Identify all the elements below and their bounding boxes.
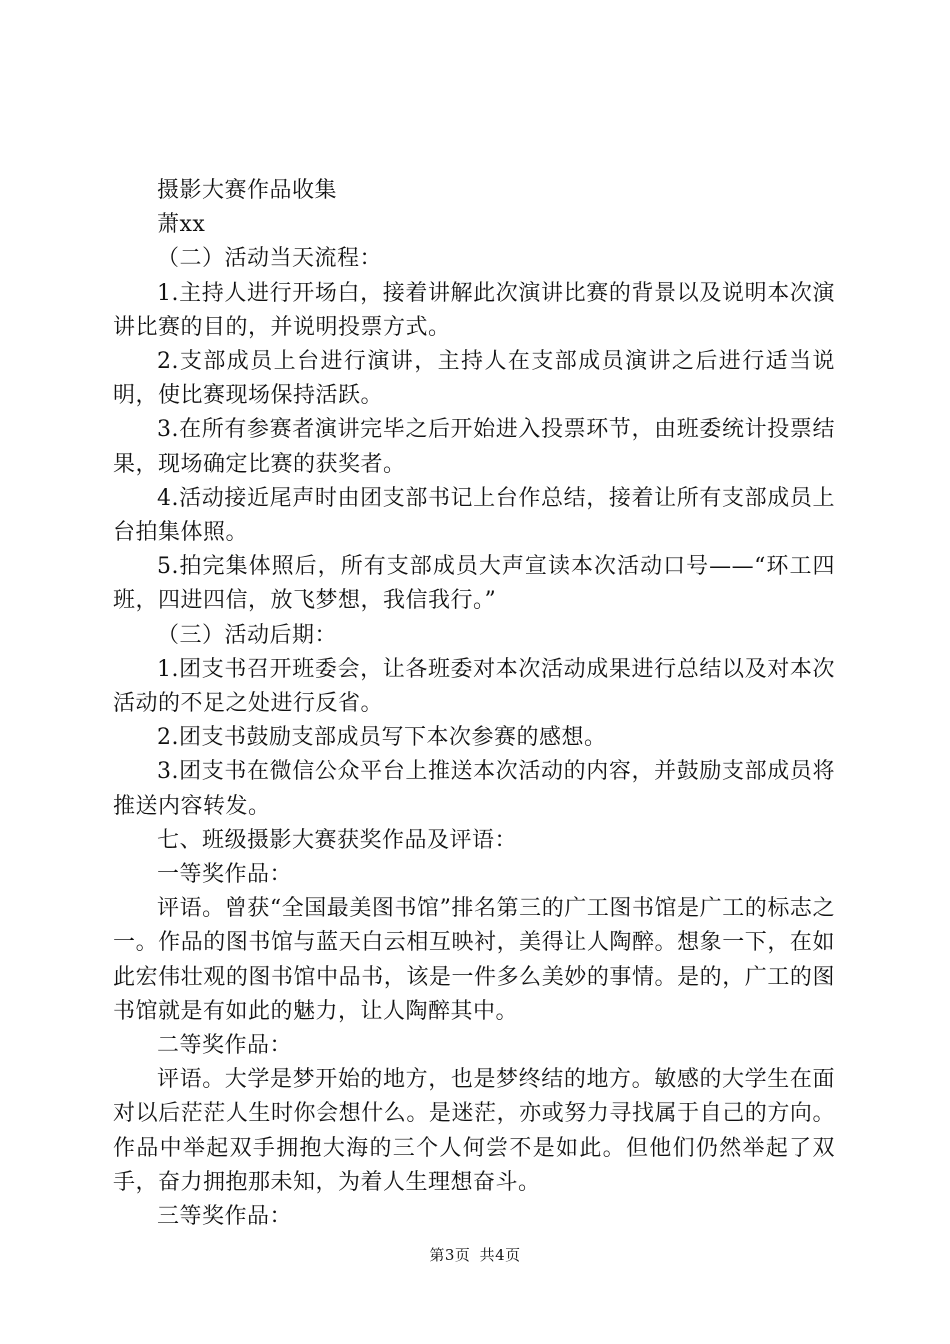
document-body xyxy=(113,174,835,1234)
paragraph-heading: 一等奖作品： xyxy=(157,862,293,888)
page-footer xyxy=(0,1244,950,1265)
paragraph: 2.支部成员上台进行演讲，主持人在支部成员演讲之后进行适当说明，使比赛现场保持活跃。 xyxy=(113,349,835,409)
paragraph: 5.拍完集体照后，所有支部成员大声宣读本次活动口号——“环工四班，四进四信，放飞梦想，我信我行。” xyxy=(113,554,835,614)
page-number: 第3页 xyxy=(429,1246,471,1264)
paragraph-heading: （三）活动后期： xyxy=(157,622,338,648)
paragraph: 2.团支书鼓励支部成员写下本次参赛的感想。 xyxy=(157,725,607,751)
paragraph: 评语。大学是梦开始的地方，也是梦终结的地方。敏感的大学生在面对以后茫茫人生时你会想什么。是迷茫，亦或努力寻找属于自己的方向。作品中举起双手拥抱大海的三个人何尝不是如此。但他们仍然举起了双手，奋力拥抱那未知，为着人生理想奋斗。 xyxy=(113,1067,835,1195)
paragraph-heading: 七、班级摄影大赛获奖作品及评语： xyxy=(157,827,518,853)
paragraph-heading: 二等奖作品： xyxy=(157,1033,293,1059)
paragraph: 4.活动接近尾声时由团支部书记上台作总结，接着让所有支部成员上台拍集体照。 xyxy=(113,485,835,546)
paragraph: 1.主持人进行开场白，接着讲解此次演讲比赛的背景以及说明本次演讲比赛的目的，并说明投票方式。 xyxy=(113,280,835,340)
paragraph-heading: （二）活动当天流程： xyxy=(157,246,383,272)
page-total: 共4页 xyxy=(479,1246,521,1264)
paragraph: 1.团支书召开班委会，让各班委对本次活动成果进行总结以及对本次活动的不足之处进行反省。 xyxy=(113,656,835,717)
paragraph: 评语。曾获“全国最美图书馆”排名第三的广工图书馆是广工的标志之一。作品的图书馆与蓝天白云相互映衬，美得让人陶醉。想象一下，在如此宏伟壮观的图书馆中品书，该是一件多么美妙的事情。是的，广工的图书馆就是有如此的魅力，让人陶醉其中。 xyxy=(113,896,835,1024)
paragraph-author: 萧xx xyxy=(157,212,206,238)
paragraph-heading: 三等奖作品： xyxy=(157,1204,293,1230)
paragraph: 3.在所有参赛者演讲完毕之后开始进入投票环节，由班委统计投票结果，现场确定比赛的获奖者。 xyxy=(113,417,835,477)
paragraph: 3.团支书在微信公众平台上推送本次活动的内容，并鼓励支部成员将推送内容转发。 xyxy=(113,759,835,819)
paragraph-title: 摄影大赛作品收集 xyxy=(157,178,338,203)
